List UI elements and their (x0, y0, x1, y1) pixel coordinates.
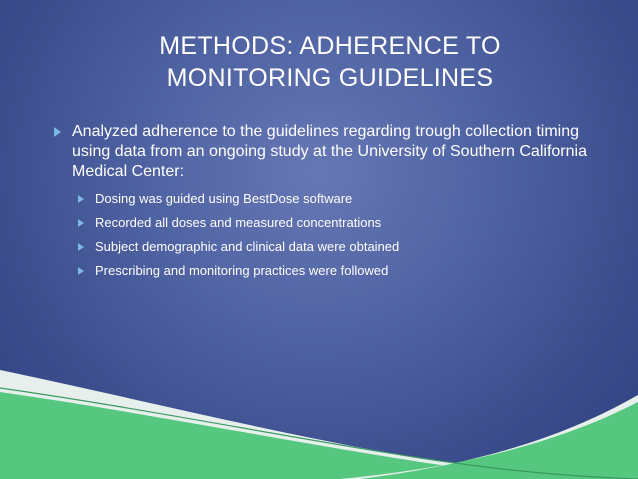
sub-bullet-text: Recorded all doses and measured concentrations (95, 215, 382, 230)
main-bullet-text: Analyzed adherence to the guidelines regarding trough collection timing using data from an ongoing study at the University of Southern California Medical Center: (72, 123, 587, 180)
sub-bullet-text: Dosing was guided using BestDose software (95, 191, 353, 206)
title-line-1: METHODS: ADHERENCE TO (159, 32, 501, 60)
title-line-2: MONITORING GUIDELINES (166, 64, 494, 92)
sub-bullet-text: Prescribing and monitoring practices were followed (95, 263, 389, 278)
sub-bullet-text: Subject demographic and clinical data were obtained (95, 239, 400, 254)
